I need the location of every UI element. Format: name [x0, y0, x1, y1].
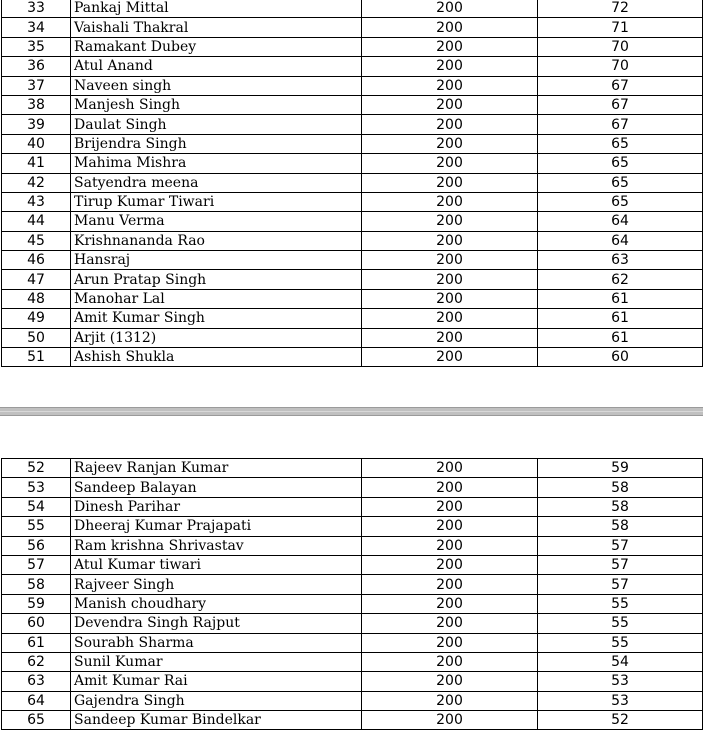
- serial-number-cell: 38: [2, 95, 71, 114]
- table-row: [2, 348, 703, 367]
- candidate-name-cell: Sandeep Balayan: [71, 478, 362, 497]
- table-row: [2, 555, 703, 574]
- marks-obtained-cell: 58: [538, 497, 703, 516]
- candidate-name-cell: Arun Pratap Singh: [71, 270, 362, 289]
- marks-obtained-cell: 58: [538, 478, 703, 497]
- table-row: [2, 37, 703, 56]
- candidate-name-cell: Manish choudhary: [71, 594, 362, 613]
- table-row: [2, 173, 703, 192]
- total-marks-cell: 200: [362, 270, 538, 289]
- serial-number-cell: 55: [2, 517, 71, 536]
- marks-obtained-cell: 65: [538, 134, 703, 153]
- candidate-name-cell: Arjit (1312): [71, 328, 362, 347]
- marks-obtained-cell: 53: [538, 672, 703, 691]
- table-row: [2, 76, 703, 95]
- table-row: [2, 517, 703, 536]
- candidate-name-cell: Tirup Kumar Tiwari: [71, 192, 362, 211]
- marks-obtained-cell: 53: [538, 691, 703, 710]
- table-row: [2, 459, 703, 478]
- total-marks-cell: 200: [362, 212, 538, 231]
- serial-number-cell: 65: [2, 711, 71, 730]
- results-table-page-2: [1, 458, 703, 730]
- total-marks-cell: 200: [362, 497, 538, 516]
- serial-number-cell: 44: [2, 212, 71, 231]
- marks-obtained-cell: 62: [538, 270, 703, 289]
- serial-number-cell: 63: [2, 672, 71, 691]
- serial-number-cell: 54: [2, 497, 71, 516]
- candidate-name-cell: Rajeev Ranjan Kumar: [71, 459, 362, 478]
- serial-number-cell: 43: [2, 192, 71, 211]
- marks-obtained-cell: 61: [538, 309, 703, 328]
- table-row: [2, 289, 703, 308]
- total-marks-cell: 200: [362, 251, 538, 270]
- table-row: [2, 231, 703, 250]
- candidate-name-cell: Atul Kumar tiwari: [71, 555, 362, 574]
- candidate-name-cell: Ram krishna Shrivastav: [71, 536, 362, 555]
- total-marks-cell: 200: [362, 309, 538, 328]
- candidate-name-cell: Sunil Kumar: [71, 652, 362, 671]
- serial-number-cell: 56: [2, 536, 71, 555]
- serial-number-cell: 50: [2, 328, 71, 347]
- results-table-body: [2, 0, 703, 367]
- total-marks-cell: 200: [362, 57, 538, 76]
- total-marks-cell: 200: [362, 575, 538, 594]
- table-row: [2, 691, 703, 710]
- marks-obtained-cell: 67: [538, 76, 703, 95]
- marks-obtained-cell: 58: [538, 517, 703, 536]
- candidate-name-cell: Krishnananda Rao: [71, 231, 362, 250]
- total-marks-cell: 200: [362, 459, 538, 478]
- marks-obtained-cell: 57: [538, 575, 703, 594]
- marks-obtained-cell: 64: [538, 212, 703, 231]
- total-marks-cell: 200: [362, 76, 538, 95]
- serial-number-cell: 45: [2, 231, 71, 250]
- candidate-name-cell: Mahima Mishra: [71, 154, 362, 173]
- total-marks-cell: 200: [362, 517, 538, 536]
- marks-obtained-cell: 65: [538, 173, 703, 192]
- serial-number-cell: 40: [2, 134, 71, 153]
- table-row: [2, 270, 703, 289]
- marks-obtained-cell: 55: [538, 633, 703, 652]
- table-row: [2, 57, 703, 76]
- total-marks-cell: 200: [362, 614, 538, 633]
- results-table-body: [2, 459, 703, 730]
- table-row: [2, 115, 703, 134]
- table-row: [2, 134, 703, 153]
- table-row: [2, 594, 703, 613]
- serial-number-cell: 42: [2, 173, 71, 192]
- marks-obtained-cell: 70: [538, 37, 703, 56]
- total-marks-cell: 200: [362, 691, 538, 710]
- total-marks-cell: 200: [362, 0, 538, 18]
- total-marks-cell: 200: [362, 633, 538, 652]
- candidate-name-cell: Daulat Singh: [71, 115, 362, 134]
- table-row: [2, 154, 703, 173]
- serial-number-cell: 57: [2, 555, 71, 574]
- marks-obtained-cell: 57: [538, 555, 703, 574]
- marks-obtained-cell: 64: [538, 231, 703, 250]
- table-row: [2, 711, 703, 730]
- serial-number-cell: 64: [2, 691, 71, 710]
- candidate-name-cell: Sourabh Sharma: [71, 633, 362, 652]
- total-marks-cell: 200: [362, 536, 538, 555]
- candidate-name-cell: Manjesh Singh: [71, 95, 362, 114]
- total-marks-cell: 200: [362, 173, 538, 192]
- total-marks-cell: 200: [362, 115, 538, 134]
- total-marks-cell: 200: [362, 95, 538, 114]
- total-marks-cell: 200: [362, 37, 538, 56]
- serial-number-cell: 34: [2, 18, 71, 37]
- candidate-name-cell: Dinesh Parihar: [71, 497, 362, 516]
- candidate-name-cell: Amit Kumar Singh: [71, 309, 362, 328]
- serial-number-cell: 48: [2, 289, 71, 308]
- serial-number-cell: 46: [2, 251, 71, 270]
- serial-number-cell: 51: [2, 348, 71, 367]
- serial-number-cell: 47: [2, 270, 71, 289]
- total-marks-cell: 200: [362, 289, 538, 308]
- total-marks-cell: 200: [362, 134, 538, 153]
- serial-number-cell: 60: [2, 614, 71, 633]
- table-row: [2, 0, 703, 18]
- marks-obtained-cell: 54: [538, 652, 703, 671]
- marks-obtained-cell: 60: [538, 348, 703, 367]
- total-marks-cell: 200: [362, 711, 538, 730]
- total-marks-cell: 200: [362, 555, 538, 574]
- table-row: [2, 18, 703, 37]
- serial-number-cell: 59: [2, 594, 71, 613]
- total-marks-cell: 200: [362, 594, 538, 613]
- serial-number-cell: 52: [2, 459, 71, 478]
- total-marks-cell: 200: [362, 231, 538, 250]
- candidate-name-cell: Gajendra Singh: [71, 691, 362, 710]
- serial-number-cell: 61: [2, 633, 71, 652]
- marks-obtained-cell: 59: [538, 459, 703, 478]
- table-row: [2, 309, 703, 328]
- marks-obtained-cell: 65: [538, 154, 703, 173]
- total-marks-cell: 200: [362, 18, 538, 37]
- table-row: [2, 478, 703, 497]
- serial-number-cell: 58: [2, 575, 71, 594]
- candidate-name-cell: Vaishali Thakral: [71, 18, 362, 37]
- marks-obtained-cell: 61: [538, 289, 703, 308]
- candidate-name-cell: Atul Anand: [71, 57, 362, 76]
- total-marks-cell: 200: [362, 154, 538, 173]
- marks-obtained-cell: 55: [538, 594, 703, 613]
- candidate-name-cell: Dheeraj Kumar Prajapati: [71, 517, 362, 536]
- total-marks-cell: 200: [362, 192, 538, 211]
- serial-number-cell: 41: [2, 154, 71, 173]
- table-row: [2, 328, 703, 347]
- candidate-name-cell: Satyendra meena: [71, 173, 362, 192]
- page-break-divider: [0, 407, 703, 416]
- table-row: [2, 192, 703, 211]
- marks-obtained-cell: 55: [538, 614, 703, 633]
- table-row: [2, 497, 703, 516]
- total-marks-cell: 200: [362, 328, 538, 347]
- serial-number-cell: 49: [2, 309, 71, 328]
- candidate-name-cell: Ashish Shukla: [71, 348, 362, 367]
- table-row: [2, 95, 703, 114]
- marks-obtained-cell: 67: [538, 115, 703, 134]
- serial-number-cell: 39: [2, 115, 71, 134]
- marks-obtained-cell: 57: [538, 536, 703, 555]
- marks-obtained-cell: 72: [538, 0, 703, 18]
- total-marks-cell: 200: [362, 348, 538, 367]
- marks-obtained-cell: 70: [538, 57, 703, 76]
- candidate-name-cell: Manohar Lal: [71, 289, 362, 308]
- serial-number-cell: 62: [2, 652, 71, 671]
- serial-number-cell: 37: [2, 76, 71, 95]
- table-row: [2, 633, 703, 652]
- candidate-name-cell: Brijendra Singh: [71, 134, 362, 153]
- candidate-name-cell: Rajveer Singh: [71, 575, 362, 594]
- candidate-name-cell: Sandeep Kumar Bindelkar: [71, 711, 362, 730]
- serial-number-cell: 33: [2, 0, 71, 18]
- marks-obtained-cell: 61: [538, 328, 703, 347]
- total-marks-cell: 200: [362, 672, 538, 691]
- candidate-name-cell: Naveen singh: [71, 76, 362, 95]
- table-row: [2, 652, 703, 671]
- table-row: [2, 536, 703, 555]
- candidate-name-cell: Amit Kumar Rai: [71, 672, 362, 691]
- serial-number-cell: 36: [2, 57, 71, 76]
- marks-obtained-cell: 63: [538, 251, 703, 270]
- table-row: [2, 575, 703, 594]
- table-row: [2, 251, 703, 270]
- total-marks-cell: 200: [362, 652, 538, 671]
- candidate-name-cell: Ramakant Dubey: [71, 37, 362, 56]
- serial-number-cell: 53: [2, 478, 71, 497]
- serial-number-cell: 35: [2, 37, 71, 56]
- results-table-page-1: [1, 0, 703, 367]
- candidate-name-cell: Manu Verma: [71, 212, 362, 231]
- table-row: [2, 672, 703, 691]
- marks-obtained-cell: 65: [538, 192, 703, 211]
- total-marks-cell: 200: [362, 478, 538, 497]
- candidate-name-cell: Hansraj: [71, 251, 362, 270]
- marks-obtained-cell: 67: [538, 95, 703, 114]
- candidate-name-cell: Pankaj Mittal: [71, 0, 362, 18]
- candidate-name-cell: Devendra Singh Rajput: [71, 614, 362, 633]
- table-row: [2, 212, 703, 231]
- marks-obtained-cell: 52: [538, 711, 703, 730]
- table-row: [2, 614, 703, 633]
- marks-obtained-cell: 71: [538, 18, 703, 37]
